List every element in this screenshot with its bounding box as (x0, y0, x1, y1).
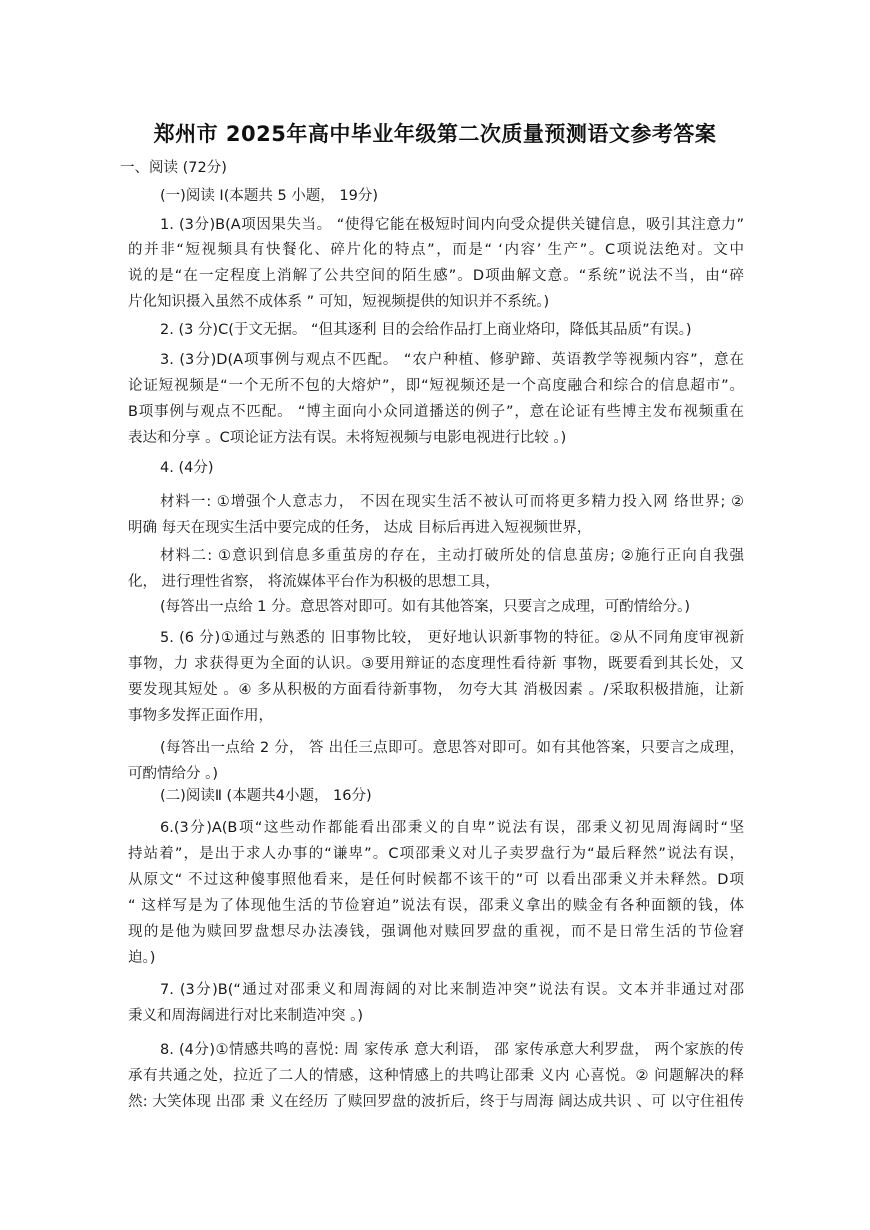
answer-5-line: 事物多发挥正面作用， (128, 708, 273, 724)
answer-6-line: “ 这样写是为了体现他生活的节俭窘迫”说法有误，邵秉义拿出的赎金有各种面额的钱，体 (128, 898, 744, 914)
answer-7-line: 7. (3分)B(“通过对邵秉义和周海阔的对比来制造冲突”说法有误。文本并非通过对邵 (160, 982, 744, 998)
answer-3-line: 3. (3分)D(A项事例与观点不匹配。 “农户种植、修驴蹄、英语教学等视频内容”，意在 (160, 352, 744, 368)
answer-4-material-1: 明确 每天在现实生活中要完成的任务， 达成 目标后再进入短视频世界， (128, 520, 592, 536)
answer-1-line: 说的是“在一定程度上消解了公共空间的陌生感”。D项曲解文意。“系统”说法不当，由“碎 (128, 268, 744, 284)
answer-4-scoring-note: (每答出一点给 1 分。意思答对即可。如有其他答案，只要言之成理，可酌情给分。) (160, 599, 691, 615)
answer-4-material-1: 材料一: ①增强个人意志力， 不因在现实生活不被认可而将更多精力投入网 络世界; ② (160, 494, 744, 510)
answer-6-line: 现的是他为赎回罗盘想尽办法凑钱，强调他对赎回罗盘的重视，而不是日常生活的节俭窘 (128, 924, 744, 940)
answer-3-line: 表达和分享 。C项论证方法有误。未将短视频与电影电视进行比较 。) (128, 430, 567, 446)
answer-5-line: 事物，力 求获得更为全面的认识。③要用辩证的态度理性看待新 事物，既要看到其长处，又 (128, 656, 744, 672)
subsection-heading-reading-2: (二)阅读Ⅱ (本题共4小题， 16分) (160, 788, 372, 804)
answer-1-line: 1. (3分)B(A项因果失当。 “使得它能在极短时间内向受众提供关键信息，吸引其注意力” (160, 217, 744, 233)
answer-4-material-2: 材料二: ①意识到信息多重茧房的存在，主动打破所处的信息茧房; ②施行正向自我强 (160, 548, 744, 564)
answer-1-line: 的并非“短视频具有快餐化、碎片化的特点”，而是“ ‘内容’ 生产”。C项说法绝对。文中 (128, 242, 744, 258)
page-title: 郑州市 2025年高中毕业年级第二次质量预测语文参考答案 (153, 122, 717, 146)
answer-8-line: 然: 大笑体现 出邵 秉 义在经历 了赎回罗盘的波折后，终于与周海 阔达成共识 、可 以守住祖传 (128, 1094, 744, 1110)
answer-5-scoring-note: 可酌情给分 。) (128, 766, 219, 782)
answer-5-line: 5. (6 分)①通过与熟悉的 旧事物比较， 更好地认识新事物的特征。②从不同角度审视新 (160, 630, 744, 646)
answer-1-line: 片化知识摄入虽然不成体系 ” 可知，短视频提供的知识并不系统。) (128, 294, 550, 310)
answer-7-line: 秉义和周海阔进行对比来制造冲突 。) (128, 1008, 364, 1024)
answer-6-line: 迫。) (128, 950, 156, 966)
answer-6-line: 从原文“ 不过这种傻事照他看来，是任何时候都不该干的”可 以看出邵秉义并未释然。D项 (128, 872, 744, 888)
answer-4-material-2: 化， 进行理性省察， 将流媒体平台作为积极的思想工具， (128, 574, 500, 590)
subsection-heading-reading-1: (一)阅读 I(本题共 5 小题， 19分) (160, 188, 379, 204)
answer-2-line: 2. (3 分)C(于文无据。 “但其逐利 目的会给作品打上商业烙印，降低其品质”有误。) (160, 322, 692, 338)
answer-3-line: B项事例与观点不匹配。 “博主面向小众同道播送的例子”，意在论证有些博主发布视频重在 (128, 404, 744, 420)
answer-3-line: 论证短视频是“一个无所不包的大熔炉”，即“短视频还是一个高度融合和综合的信息超市”。 (128, 378, 744, 394)
answer-6-line: 6.(3分)A(B项“这些动作都能看出邵秉义的自卑”说法有误，邵秉义初见周海阔时“坚 (160, 820, 744, 836)
answer-5-scoring-note: (每答出一点给 2 分， 答 出任三点即可。意思答对即可。如有其他答案，只要言之成理， (160, 740, 744, 756)
answer-4-heading: 4. (4分) (160, 460, 214, 476)
section-heading-reading: 一、阅读 (72分) (120, 160, 227, 176)
answer-6-line: 持站着”，是出于求人办事的“谦卑”。C项邵秉义对儿子卖罗盘行为“最后释然”说法有误， (128, 846, 744, 862)
answer-8-line: 承有共通之处，拉近了二人的情感，这种情感上的共鸣让邵秉 义内 心喜悦。② 问题解决的释 (128, 1068, 744, 1084)
answer-8-line: 8. (4分)①情感共鸣的喜悦: 周 家传承 意大利语， 邵 家传承意大利罗盘， 两个家族的传 (160, 1042, 744, 1058)
answer-5-line: 要发现其短处 。④ 多从积极的方面看待新事物， 勿夸大其 消极因素 。/采取积极措施，让新 (128, 682, 744, 698)
